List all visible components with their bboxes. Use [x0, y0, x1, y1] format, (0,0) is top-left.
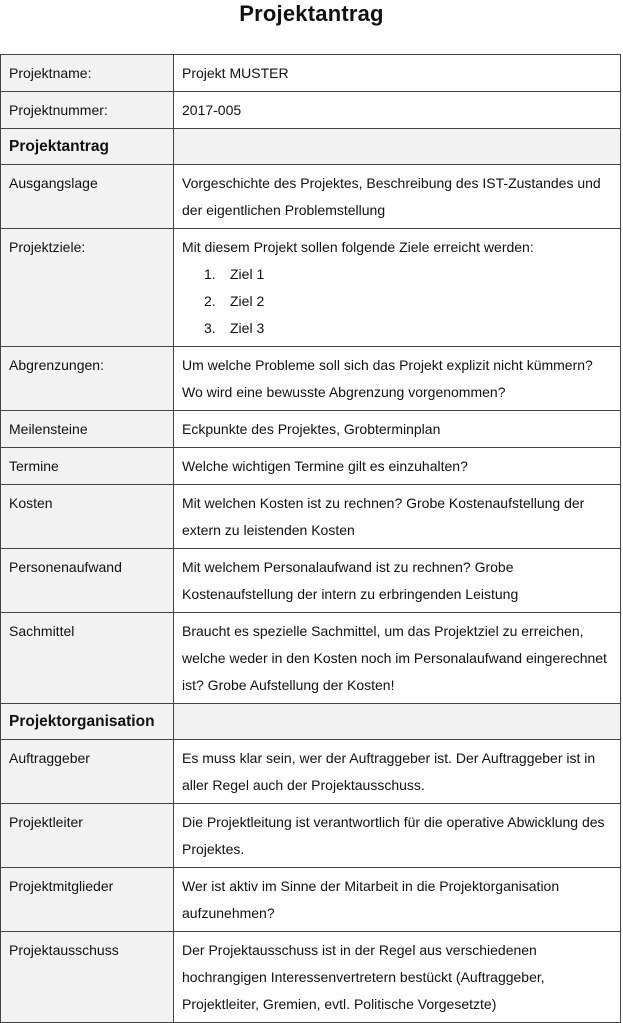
row-value-projektmitglieder[interactable]: Wer ist aktiv im Sinne der Mitarbeit in die Projektorganisation aufzunehmen? [174, 868, 621, 932]
row-value-sachmittel[interactable]: Braucht es spezielle Sachmittel, um das Projektziel zu erreichen, welche weder in den Kosten noch im Personalaufwand eingerechnet ist? Grobe Aufstellung der Kosten! [174, 613, 621, 704]
list-item [182, 288, 613, 315]
projektziele-intro: Mit diesem Projekt sollen folgende Ziele erreicht werden: [182, 239, 534, 255]
table-row [1, 868, 621, 932]
row-value-projektleiter[interactable]: Die Projektleitung ist verantwortlich für die operative Abwicklung des Projektes. [174, 804, 621, 868]
row-value-termine[interactable]: Welche wichtigen Termine gilt es einzuhalten? [174, 448, 621, 485]
row-label-kosten: Kosten [1, 485, 174, 549]
section-header-row [1, 129, 621, 165]
row-label-projektmitglieder: Projektmitglieder [1, 868, 174, 932]
row-label-projektleiter: Projektleiter [1, 804, 174, 868]
table-row [1, 613, 621, 704]
list-item [182, 261, 613, 288]
row-label-sachmittel: Sachmittel [1, 613, 174, 704]
section-heading-empty-cell [174, 704, 621, 740]
row-label-abgrenzungen: Abgrenzungen: [1, 347, 174, 411]
row-label-projektziele: Projektziele: [1, 229, 174, 347]
row-value-meilensteine[interactable]: Eckpunkte des Projektes, Grobterminplan [174, 411, 621, 448]
row-value-kosten[interactable]: Mit welchen Kosten ist zu rechnen? Grobe Kostenaufstellung der extern zu leistenden Kosten [174, 485, 621, 549]
section-heading-empty-cell [174, 129, 621, 165]
section-header-row [1, 704, 621, 740]
page-title: Projektantrag [239, 1, 384, 26]
row-value-auftraggeber[interactable]: Es muss klar sein, wer der Auftraggeber ist. Der Auftraggeber ist in aller Regel auch der Projektausschuss. [174, 740, 621, 804]
row-label-termine: Termine [1, 448, 174, 485]
row-value-ausgangslage[interactable]: Vorgeschichte des Projektes, Beschreibung des IST-Zustandes und der eigentlichen Problemstellung [174, 165, 621, 229]
project-request-table [0, 54, 621, 1023]
list-item-number: 1. [204, 266, 216, 282]
row-value-projektnummer[interactable]: 2017-005 [174, 92, 621, 129]
list-item-text: Ziel 1 [230, 266, 265, 282]
list-item-number: 2. [204, 293, 216, 309]
table-row [1, 411, 621, 448]
row-label-projektnummer: Projektnummer: [1, 92, 174, 129]
table-row [1, 347, 621, 411]
table-row [1, 229, 621, 347]
table-row [1, 55, 621, 92]
row-value-personenaufwand[interactable]: Mit welchem Personalaufwand ist zu rechnen? Grobe Kostenaufstellung der intern zu erbringenden Leistung [174, 549, 621, 613]
row-label-projektname: Projektname: [1, 55, 174, 92]
row-label-projektausschuss: Projektausschuss [1, 932, 174, 1023]
table-row [1, 485, 621, 549]
list-item-number: 3. [204, 320, 216, 336]
table-row [1, 804, 621, 868]
row-label-auftraggeber: Auftraggeber [1, 740, 174, 804]
table-row [1, 740, 621, 804]
row-value-projektname[interactable]: Projekt MUSTER [174, 55, 621, 92]
row-label-personenaufwand: Personenaufwand [1, 549, 174, 613]
row-value-abgrenzungen[interactable]: Um welche Probleme soll sich das Projekt explizit nicht kümmern? Wo wird eine bewusste Abgrenzung vorgenommen? [174, 347, 621, 411]
table-row [1, 932, 621, 1023]
table-row [1, 448, 621, 485]
list-item-text: Ziel 3 [230, 320, 265, 336]
row-label-meilensteine: Meilensteine [1, 411, 174, 448]
list-item-text: Ziel 2 [230, 293, 265, 309]
row-value-projektausschuss[interactable]: Der Projektausschuss ist in der Regel aus verschiedenen hochrangigen Interessenvertretern bestückt (Auftraggeber, Projektleiter, Gremien, evtl. Politische Vorgesetzte) [174, 932, 621, 1023]
table-row [1, 549, 621, 613]
section-heading-projektorganisation: Projektorganisation [1, 704, 174, 740]
table-row [1, 92, 621, 129]
table-row [1, 165, 621, 229]
row-label-ausgangslage: Ausgangslage [1, 165, 174, 229]
row-value-projektziele[interactable] [174, 229, 621, 347]
section-heading-projektantrag: Projektantrag [1, 129, 174, 165]
list-item [182, 315, 613, 342]
